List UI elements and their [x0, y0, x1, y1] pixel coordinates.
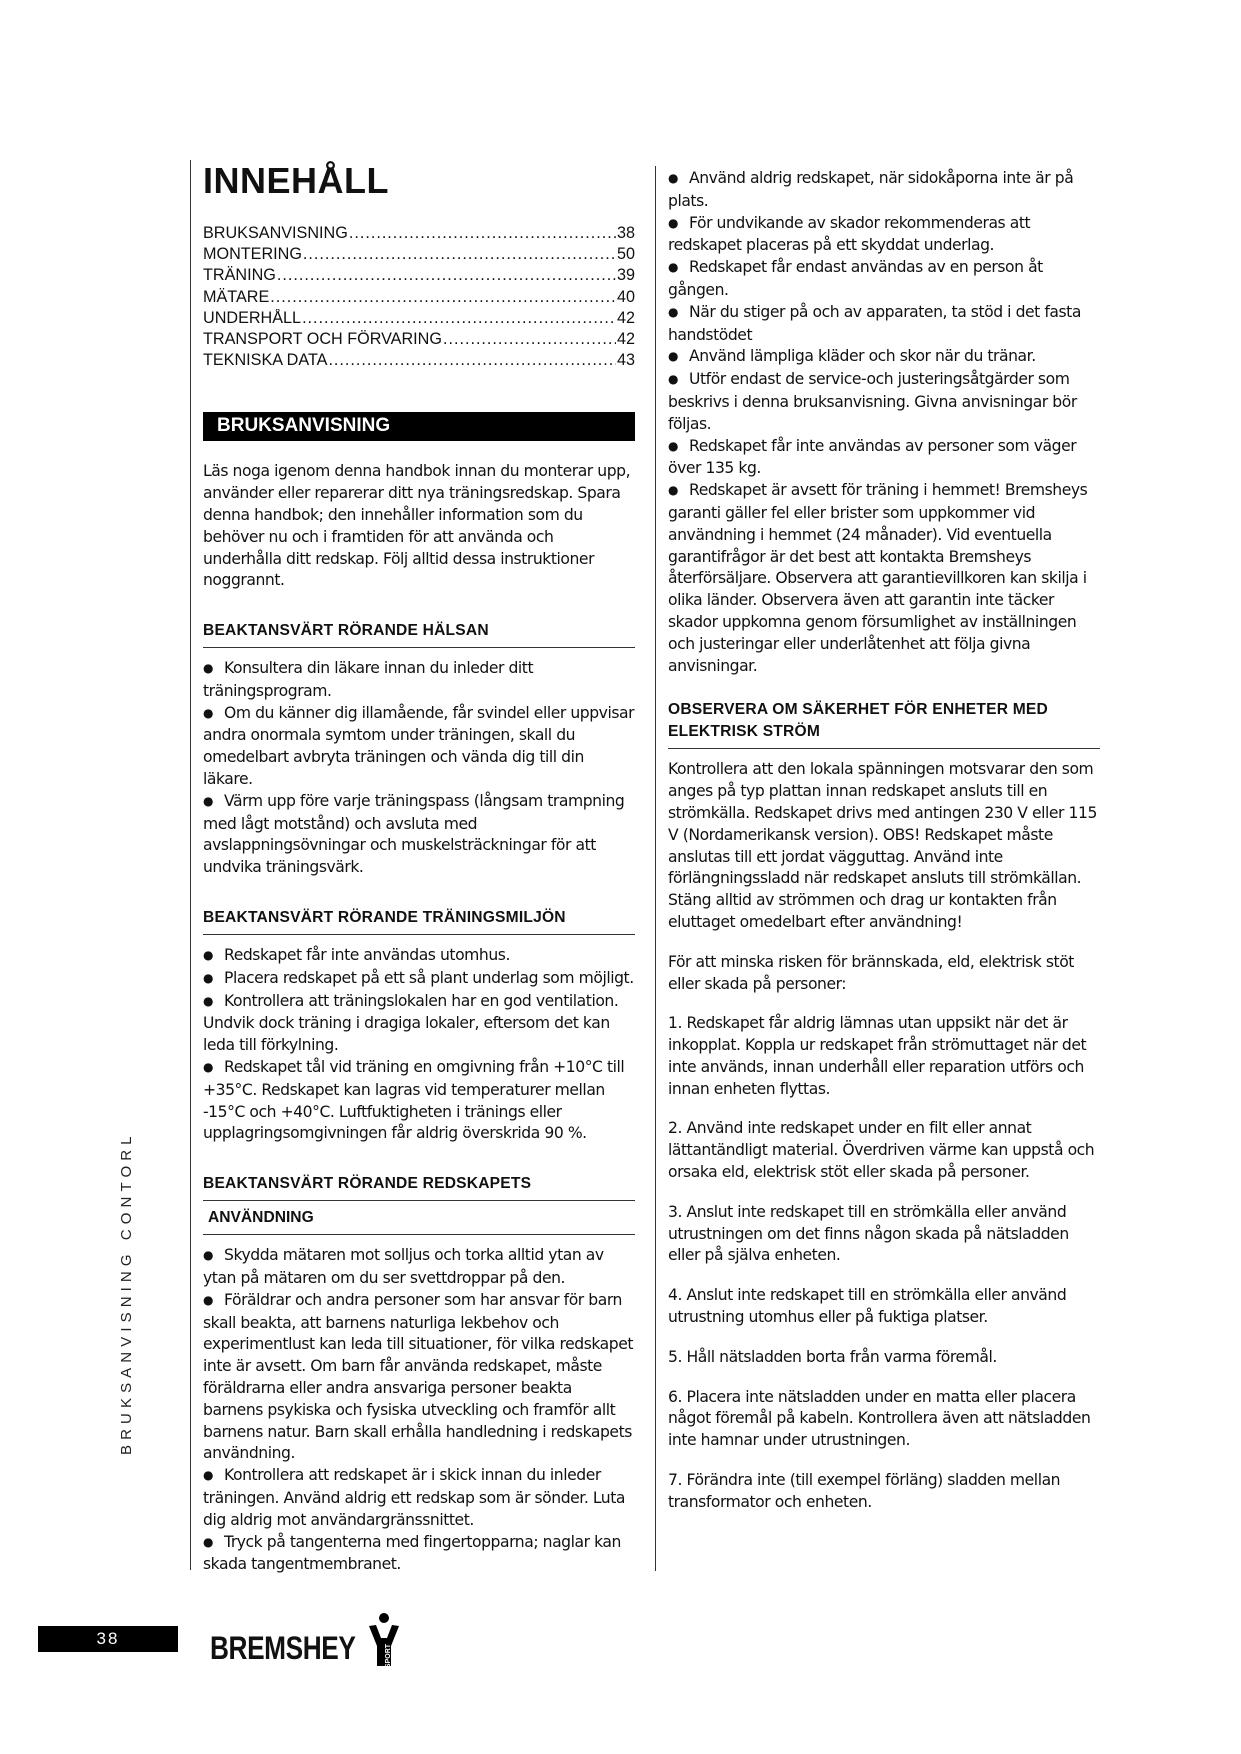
environment-bullet: ● Redskapet tål vid träning en omgivning från +10°C till +35°C. Redskapet kan lagras vid temperaturer mellan -15°C och +40°C. Luftfuktigheten i tränings eller upplagringsomgivningen får aldrig överskrida 90 %.: [203, 1057, 635, 1145]
toc-leader: [270, 288, 616, 307]
table-of-contents: [203, 224, 635, 372]
toc-entry-page: 42: [616, 308, 635, 327]
toc-entry-page: 40: [616, 287, 635, 306]
environment-bullet: ● Redskapet får inte användas utomhus.: [203, 945, 635, 968]
toc-leader: [443, 330, 616, 349]
toc-entry-label: TRANSPORT OCH FÖRVARING: [203, 329, 442, 348]
health-bullet: ● Om du känner dig illamående, får svindel eller uppvisar andra onormala symtom under träningen, skall du omedelbart avbryta träningen och vända dig till din läkare.: [203, 703, 635, 791]
left-column-rule: [190, 160, 191, 1570]
electric-item: 4. Anslut inte redskapet till en strömkälla eller använd utrustning utomhus eller på fuktiga platser.: [668, 1286, 1067, 1327]
toc-entry[interactable]: [203, 309, 635, 330]
toc-entry-label: TRÄNING: [203, 266, 276, 285]
toc-entry[interactable]: [203, 245, 635, 266]
right-column: [668, 168, 1100, 1532]
health-heading: BEAKTANSVÄRT RÖRANDE HÄLSAN: [203, 620, 635, 648]
toc-entry-page: 43: [616, 351, 635, 370]
toc-entry-label: MONTERING: [203, 245, 302, 264]
intro-paragraph: Läs noga igenom denna handbok innan du monterar upp, använder eller reparerar ditt nya träningsredskap. Spara denna handbok; den innehåller information som du behöver nu och i framtiden för att använda och underhålla ditt redskap. Följ alltid dessa instruktioner noggrannt.: [203, 462, 631, 590]
electric-paragraph: Kontrollera att den lokala spänningen motsvarar den som anges på typ plattan innan redskapet ansluts till en strömkälla. Redskapet drivs med antingen 230 V eller 115 V (Nordamerikansk version). OBS! Redskapet måste anslutas till ett jordat vägguttag. Använd inte förlängningssladd när redskapet ansluts till strömkällan. Stäng alltid av strömmen och drag ur kontakten från eluttaget omedelbart efter användning!: [668, 760, 1097, 931]
usage-bullet: ● Föräldrar och andra personer som har ansvar för barn skall beakta, att barnens naturliga lekbehov och experimentlust kan leda till situationer, för vilka redskapet inte är avsett. Om barn får använda redskapet, måste föräldrarna eller andra ansvariga personer beakta barnens psykiska och fysiska utveckling och framför allt barnens natur. Barn skall erhålla handledning i redskapets användning.: [203, 1290, 635, 1465]
logo-wordmark: BREMSHEY: [210, 1630, 356, 1666]
usage-bullet: ● Redskapet får endast användas av en person åt gången.: [668, 257, 1100, 302]
logo-figure-icon: [367, 1612, 401, 1668]
toc-entry-label: UNDERHÅLL: [203, 308, 302, 327]
electric-item: 5. Håll nätsladden borta från varma föremål.: [668, 1347, 997, 1366]
usage-bullet: ● Redskapet är avsett för träning i hemmet! Bremsheys garanti gäller fel eller brister som uppkommer vid användning i hemmet (24 månader). Vid eventuella garantifrågor är det best att kontakta Bremsheys återförsäljare. Observera att garantievillkoren kan skilja i olika länder. Observera även att garantin inte täcker skador uppkomna genom försumlighet av inställningen och justeringar eller underlåtenhet att följa givna anvisningar.: [668, 480, 1100, 677]
usage-bullet: ● Utför endast de service-och justeringsåtgärder som beskrivs i denna bruksanvisning. Givna anvisningar bör följas.: [668, 369, 1100, 435]
environment-heading: BEAKTANSVÄRT RÖRANDE TRÄNINGSMILJÖN: [203, 907, 635, 935]
electric-item: 7. Förändra inte (till exempel förläng) sladden mellan transformator och enheten.: [668, 1471, 1061, 1511]
usage-heading: BEAKTANSVÄRT RÖRANDE REDSKAPETS: [203, 1173, 635, 1201]
brand-logo: [210, 1608, 401, 1668]
side-section-label: BRUKSANVISNING CONTORL: [118, 1131, 135, 1455]
electric-item: 2. Använd inte redskapet under en filt eller annat lättantändligt material. Överdriven värme kan uppstå och orsaka eld, elektrisk stöt eller skada på personer.: [668, 1119, 1095, 1182]
page-number: 38: [38, 1626, 178, 1652]
toc-entry[interactable]: [203, 330, 635, 351]
toc-entry[interactable]: [203, 351, 635, 372]
electric-heading: OBSERVERA OM SÄKERHET FÖR ENHETER MED ELEKTRISK STRÖM: [668, 699, 1100, 749]
usage-bullet: ● För undvikande av skador rekommenderas att redskapet placeras på ett skyddat underlag.: [668, 213, 1100, 258]
electric-item: 1. Redskapet får aldrig lämnas utan uppsikt när det är inkopplat. Koppla ur redskapet från strömuttaget när det inte används, innan underhåll eller reparation utförs och innan enheten flyttas.: [668, 1014, 1087, 1098]
toc-entry[interactable]: [203, 266, 635, 287]
toc-entry-label: TEKNISKA DATA: [203, 351, 328, 370]
electric-item: 3. Anslut inte redskapet till en strömkälla eller använd utrustningen om det finns någon skada på nätsladden eller på själva enheten.: [668, 1202, 1069, 1265]
usage-bullet: ● När du stiger på och av apparaten, ta stöd i det fasta handstödet: [668, 302, 1100, 347]
toc-entry[interactable]: [203, 288, 635, 309]
health-bullet: ● Värm upp före varje träningspass (långsam trampning med lågt motstånd) och avsluta med avslappningsövningar och muskelsträckningar för att undvika träningsvärk.: [203, 791, 635, 879]
electric-item: 6. Placera inte nätsladden under en matta eller placera något föremål på kabeln. Kontrollera även att nätsladden inte hamnar under utrustningen.: [668, 1387, 1091, 1450]
toc-entry-page: 50: [616, 245, 635, 264]
toc-leader: [277, 266, 616, 285]
usage-bullet: ● Kontrollera att redskapet är i skick innan du inleder träningen. Använd aldrig ett redskap som är sönder. Luta dig aldrig mot användargränssnittet.: [203, 1465, 635, 1531]
electric-paragraph: För att minska risken för brännskada, eld, elektrisk stöt eller skada på personer:: [668, 952, 1074, 993]
usage-bullet: ● Använd aldrig redskapet, när sidokåporna inte är på plats.: [668, 168, 1100, 213]
usage-bullet: ● Skydda mätaren mot solljus och torka alltid ytan av ytan på mätaren om du ser svettdroppar på den.: [203, 1245, 635, 1290]
column-divider: [655, 166, 656, 1571]
toc-entry-label: MÄTARE: [203, 287, 270, 306]
left-column: [203, 160, 635, 1576]
usage-subheading: ANVÄNDNING: [203, 1201, 635, 1235]
toc-entry-page: 39: [616, 266, 635, 285]
environment-bullet: ● Placera redskapet på ett så plant underlag som möjligt.: [203, 968, 635, 991]
usage-bullet: ● Redskapet får inte användas av personer som väger över 135 kg.: [668, 436, 1100, 481]
toc-leader: [302, 309, 616, 328]
toc-leader: [328, 351, 616, 370]
environment-bullet: ● Kontrollera att träningslokalen har en god ventilation. Undvik dock träning i dragiga lokaler, eftersom det kan leda till förkylning.: [203, 991, 635, 1057]
toc-entry-page: 38: [616, 224, 635, 242]
toc-leader: [349, 224, 616, 243]
toc-entry-label: BRUKSANVISNING: [203, 224, 348, 242]
toc-entry-page: 42: [616, 329, 635, 348]
section-banner: BRUKSANVISNING: [203, 412, 635, 441]
health-bullet: ● Konsultera din läkare innan du inleder ditt träningsprogram.: [203, 658, 635, 703]
logo-sport-label: SPORT: [385, 1643, 393, 1668]
usage-bullet: ● Tryck på tangenterna med fingertopparna; naglar kan skada tangentmembranet.: [203, 1532, 635, 1577]
toc-entry[interactable]: [203, 224, 635, 245]
toc-leader: [303, 245, 616, 264]
toc-title: INNEHÅLL: [203, 160, 389, 201]
usage-bullet: ● Använd lämpliga kläder och skor när du tränar.: [668, 346, 1100, 369]
